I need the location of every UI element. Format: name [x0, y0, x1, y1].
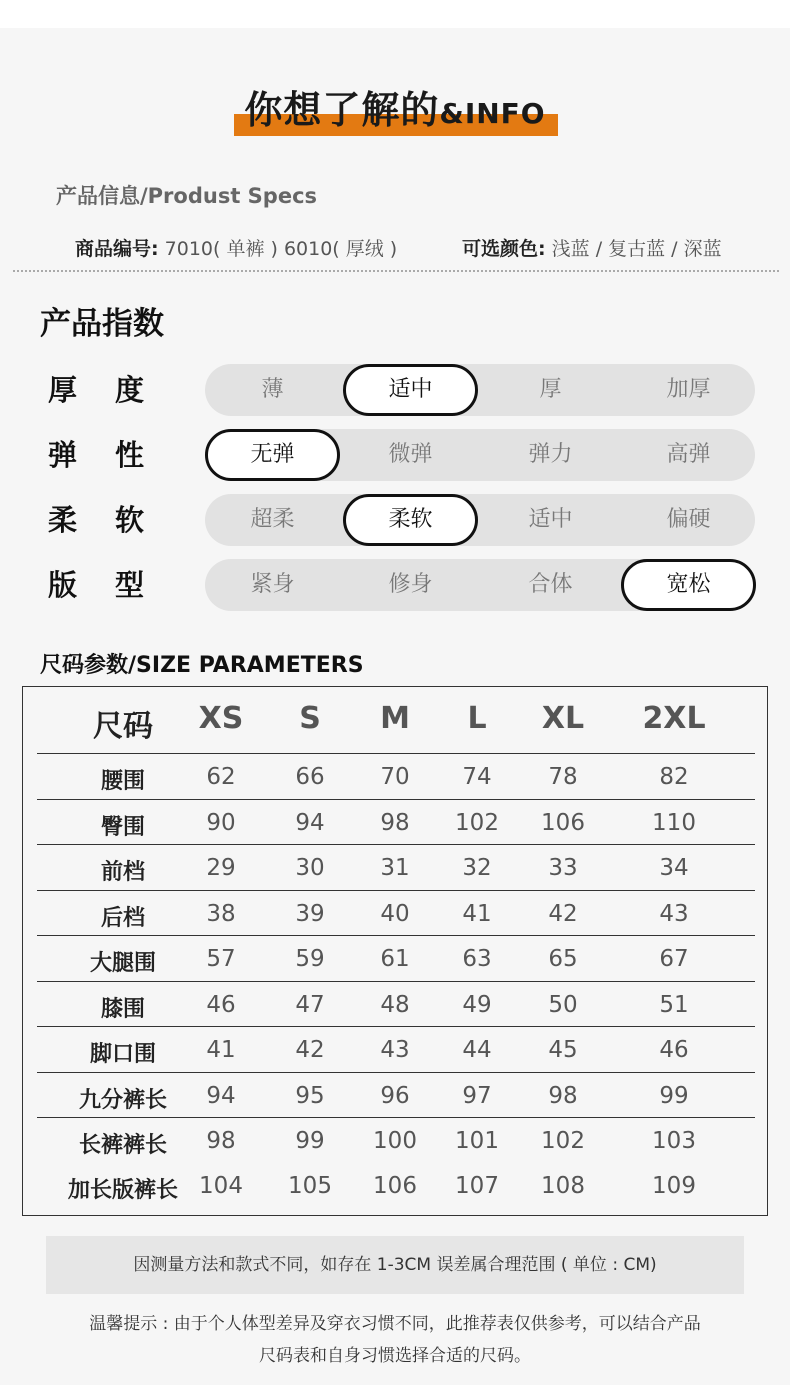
size-cell: 109: [652, 1172, 696, 1199]
table-row: [37, 1163, 755, 1209]
index-row: [0, 429, 790, 481]
size-row-label: 腰围: [100, 769, 145, 794]
index-option: 厚: [539, 377, 562, 402]
index-title: 产品指数: [40, 306, 164, 342]
dotted-divider: [13, 270, 779, 272]
warm-tip-line2: 尺码表和自身习惯选择合适的尺码。: [259, 1346, 531, 1366]
size-cell: 82: [659, 764, 689, 790]
size-cell: 30: [295, 855, 325, 881]
size-cell: 103: [652, 1128, 696, 1154]
index-row: [0, 364, 790, 416]
size-cell: 45: [548, 1037, 578, 1063]
size-cell: 102: [541, 1128, 585, 1154]
size-cell: 96: [380, 1082, 410, 1109]
size-cell: 46: [206, 991, 236, 1018]
size-cell: 57: [206, 946, 236, 972]
item-number-value: 7010( 单裤 ) 6010( 厚绒 ): [164, 238, 398, 260]
index-scale-track: [205, 494, 755, 546]
index-option: 超柔: [250, 507, 295, 532]
size-cell: 98: [380, 809, 410, 836]
table-row: [37, 890, 755, 936]
index-option-selected: 适中: [343, 364, 478, 416]
size-cell: 66: [295, 764, 325, 790]
index-option: 适中: [528, 507, 573, 532]
size-cell: 50: [548, 991, 578, 1018]
size-row-label: 膝围: [100, 996, 145, 1022]
size-cell: 101: [455, 1128, 499, 1154]
size-cell: 99: [295, 1128, 325, 1154]
size-table-header: [23, 701, 769, 753]
size-cell: 41: [206, 1037, 236, 1063]
size-header-cell: S: [299, 701, 321, 736]
index-option: 加厚: [666, 377, 711, 402]
table-row: [37, 799, 755, 845]
warm-tip-line1: 温馨提示 : 由于个人体型差异及穿衣习惯不同，此推荐表仅供参考，可以结合产品: [89, 1314, 701, 1334]
size-header-cell: XS: [198, 701, 244, 736]
size-row-label: 前档: [100, 860, 145, 885]
index-option: 薄: [261, 377, 284, 402]
table-row: [37, 753, 755, 799]
size-cell: 74: [462, 764, 492, 790]
index-option: 合体: [528, 572, 573, 597]
size-cell: 98: [548, 1082, 578, 1109]
size-cell: 108: [541, 1172, 585, 1199]
size-cell: 94: [295, 809, 325, 836]
size-cell: 70: [380, 764, 410, 790]
specs-title: 产品信息/Produst Specs: [56, 184, 318, 208]
size-cell: 51: [659, 991, 689, 1018]
size-cell: 31: [380, 855, 410, 881]
table-row: [37, 1072, 755, 1118]
size-header-cell: L: [467, 701, 487, 736]
table-row: [37, 1026, 755, 1072]
item-number-label: 商品编号:: [75, 238, 159, 260]
hero-title: [244, 84, 545, 140]
warm-tip: [0, 1308, 790, 1372]
measurement-note: 因测量方法和款式不同，如存在 1-3CM 误差属合理范围 ( 单位 : CM): [46, 1236, 744, 1294]
index-scale-track: [205, 559, 755, 611]
index-option: 高弹: [666, 442, 711, 467]
size-row-label: 后档: [100, 905, 145, 931]
index-row-label: 版型: [48, 568, 183, 602]
size-cell: 59: [295, 946, 325, 972]
size-row-label: 九分裤长: [78, 1087, 167, 1113]
size-cell: 90: [206, 809, 236, 836]
size-cell: 65: [548, 946, 578, 972]
size-cell: 104: [199, 1172, 243, 1199]
size-cell: 63: [462, 946, 492, 972]
size-table: [22, 686, 768, 1216]
index-option: 偏硬: [666, 507, 711, 532]
size-cell: 47: [295, 991, 325, 1018]
size-cell: 95: [295, 1082, 325, 1109]
index-option-selected: 柔软: [343, 494, 478, 546]
size-cell: 98: [206, 1128, 236, 1154]
index-row-label: 柔软: [48, 503, 183, 537]
index-row-label: 弹性: [48, 438, 183, 472]
size-cell: 107: [455, 1172, 499, 1199]
hero-title-text: 你想了解的: [244, 88, 440, 132]
size-cell: 29: [206, 855, 236, 881]
size-header-cell: 2XL: [642, 701, 706, 736]
size-cell: 38: [206, 900, 236, 927]
size-cell: 42: [295, 1037, 325, 1063]
size-cell: 43: [380, 1037, 410, 1063]
size-cell: 106: [541, 809, 585, 836]
table-row: [37, 935, 755, 981]
size-header-cell: XL: [541, 701, 585, 736]
size-row-label: 臀围: [100, 814, 145, 840]
size-cell: 94: [206, 1082, 236, 1109]
size-cell: 49: [462, 991, 492, 1018]
size-cell: 42: [548, 900, 578, 927]
size-row-label: 大腿围: [89, 951, 156, 976]
table-row: [37, 981, 755, 1027]
color-options: [462, 234, 722, 261]
size-row-label: 脚口围: [89, 1042, 156, 1067]
size-table-body: [37, 753, 755, 1208]
size-header-cell: M: [380, 701, 410, 736]
size-cell: 39: [295, 900, 325, 927]
index-option: 修身: [388, 572, 433, 597]
top-strip: [0, 0, 790, 28]
index-row-label: 厚度: [48, 373, 183, 407]
index-row: [0, 494, 790, 546]
size-cell: 41: [462, 900, 492, 927]
table-row: [37, 1117, 755, 1163]
size-cell: 32: [462, 855, 492, 881]
table-row: [37, 844, 755, 890]
size-cell: 61: [380, 946, 410, 972]
color-options-label: 可选颜色:: [462, 238, 546, 260]
item-number: [75, 234, 397, 261]
size-row-label: 长裤裤长: [78, 1133, 167, 1158]
size-cell: 34: [659, 855, 689, 881]
size-cell: 62: [206, 764, 236, 790]
size-cell: 44: [462, 1037, 492, 1063]
hero-title-suffix: &INFO: [439, 97, 546, 130]
size-cell: 33: [548, 855, 578, 881]
size-cell: 40: [380, 900, 410, 927]
size-cell: 110: [652, 809, 696, 836]
size-cell: 102: [455, 809, 499, 836]
size-cell: 105: [288, 1172, 332, 1199]
index-option: 弹力: [528, 442, 573, 467]
index-row: [0, 559, 790, 611]
index-option-selected: 无弹: [205, 429, 340, 481]
index-option: 微弹: [388, 442, 433, 467]
size-cell: 78: [548, 764, 578, 790]
size-cell: 67: [659, 946, 689, 972]
size-cell: 46: [659, 1037, 689, 1063]
size-cell: 48: [380, 991, 410, 1018]
size-cell: 99: [659, 1082, 689, 1109]
hero-header: [0, 84, 790, 140]
size-row-label: 加长版裤长: [67, 1177, 178, 1203]
size-title: 尺码参数/SIZE PARAMETERS: [40, 653, 364, 678]
size-cell: 97: [462, 1082, 492, 1109]
size-cell: 43: [659, 900, 689, 927]
size-header-label: 尺码: [93, 709, 153, 744]
color-options-value: 浅蓝 / 复古蓝 / 深蓝: [551, 238, 722, 260]
index-scale-track: [205, 429, 755, 481]
index-scale-track: [205, 364, 755, 416]
size-cell: 100: [373, 1128, 417, 1154]
size-cell: 106: [373, 1172, 417, 1199]
index-option-selected: 宽松: [621, 559, 756, 611]
index-option: 紧身: [250, 572, 295, 597]
